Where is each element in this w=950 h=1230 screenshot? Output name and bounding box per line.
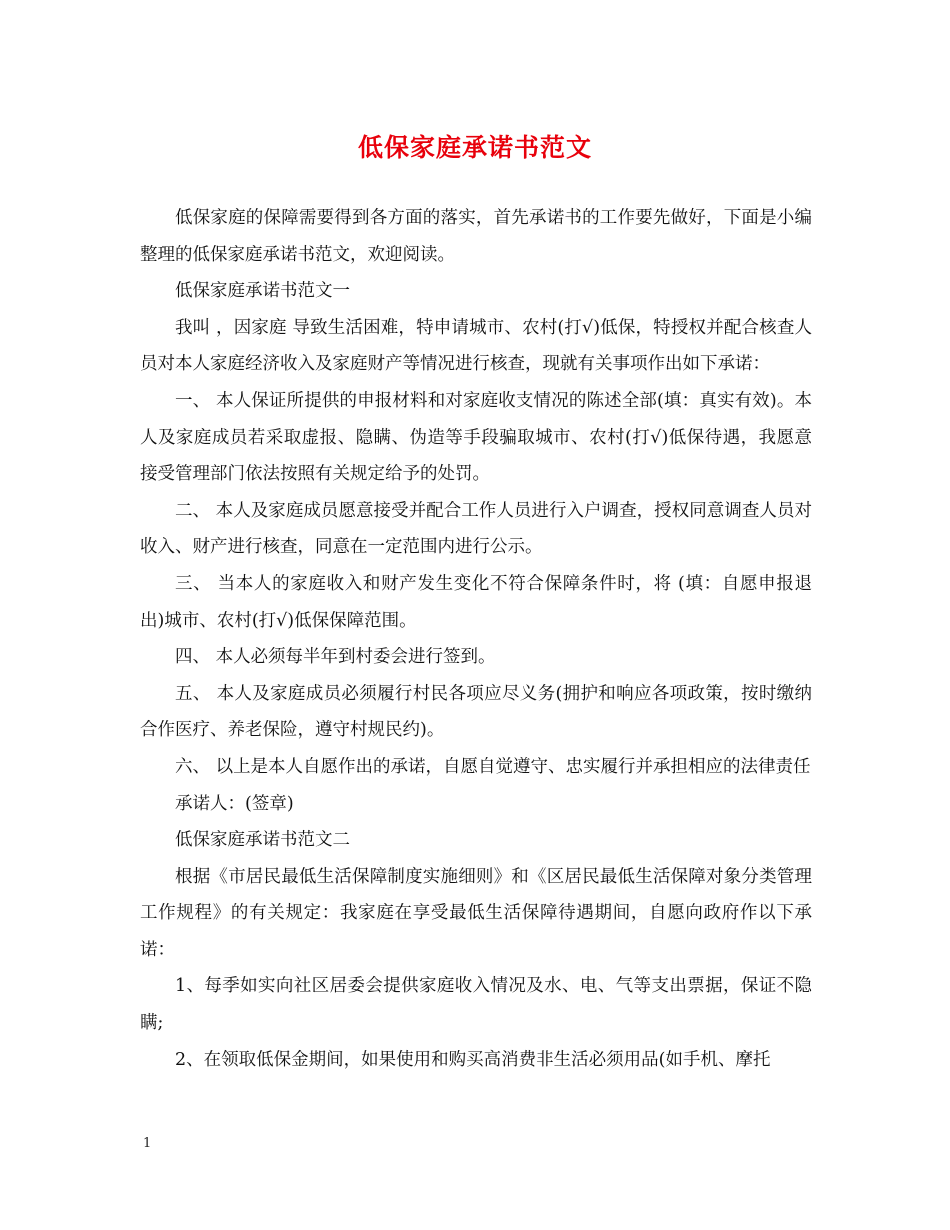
paragraph-application: 我叫 ，因家庭 导致生活困难，特申请城市、农村(打√)低保，特授权并配合核查人员对本人家庭经济收入及家庭财产等情况进行核查，现就有关事项作出如下承诺： bbox=[140, 317, 812, 375]
page-number: 1 bbox=[143, 1136, 152, 1151]
pledge-item-1: 一、 本人保证所提供的申报材料和对家庭收支情况的陈述全部(填：真实有效)。本人及家庭成员若采取虚报、隐瞒、伪造等手段骗取城市、农村(打√)低保待遇，我愿意接受管理部门依法按照有关规定给予的处罚。 bbox=[140, 390, 812, 485]
pledge-item-5: 五、 本人及家庭成员必须履行村民各项应尽义务(拥护和响应各项政策，按时缴纳合作医疗、养老保险，遵守村规民约)。 bbox=[140, 683, 812, 741]
numbered-item-1: 1、每季如实向社区居委会提供家庭收入情况及水、电、气等支出票据，保证不隐瞒; bbox=[140, 976, 812, 1034]
paragraph-intro: 低保家庭的保障需要得到各方面的落实，首先承诺书的工作要先做好，下面是小编整理的低保家庭承诺书范文，欢迎阅读。 bbox=[140, 208, 812, 265]
pledge-item-3: 三、 当本人的家庭收入和财产发生变化不符合保障条件时，将 (填：自愿申报退出)城市、农村(打√)低保保障范围。 bbox=[140, 573, 812, 631]
pledge-item-4: 四、 本人必须每半年到村委会进行签到。 bbox=[175, 647, 496, 668]
document-title: 低保家庭承诺书范文 bbox=[357, 133, 592, 162]
paragraph-regulation-basis: 根据《市居民最低生活保障制度实施细则》和《区居民最低生活保障对象分类管理工作规程》的有关规定：我家庭在享受最低生活保障待遇期间，自愿向政府作以下承诺： bbox=[140, 866, 812, 960]
document-body bbox=[140, 200, 812, 1078]
signature-line: 承诺人：(签章) bbox=[175, 793, 294, 814]
section-heading-two: 低保家庭承诺书范文二 bbox=[175, 830, 350, 851]
numbered-item-2: 2、在领取低保金期间，如果使用和购买高消费非生活必须用品(如手机、摩托 bbox=[175, 1049, 771, 1070]
pledge-item-2: 二、 本人及家庭成员愿意接受并配合工作人员进行入户调查，授权同意调查人员对收入、财产进行核查，同意在一定范围内进行公示。 bbox=[140, 500, 812, 558]
section-heading-one: 低保家庭承诺书范文一 bbox=[175, 281, 350, 302]
pledge-item-6: 六、 以上是本人自愿作出的承诺，自愿自觉遵守、忠实履行并承担相应的法律责任 bbox=[175, 756, 811, 777]
